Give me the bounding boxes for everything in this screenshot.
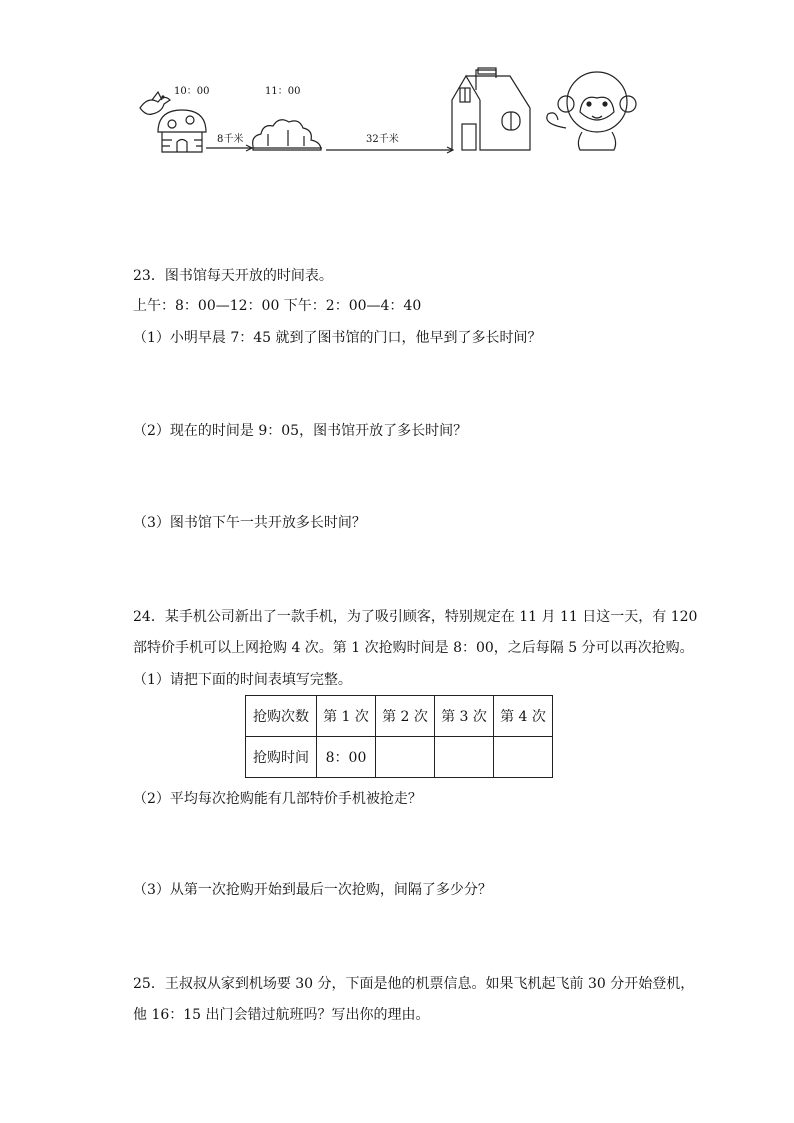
q23-title: 23．图书馆每天开放的时间表。	[133, 268, 333, 284]
q23-part2: （2）现在的时间是 9：05，图书馆开放了多长时间？	[133, 423, 468, 439]
table-header-cell: 第 3 次	[435, 696, 494, 737]
q24-part2: （2）平均每次抢购能有几部特价手机被抢走？	[133, 791, 422, 807]
bird-icon	[140, 92, 170, 114]
time-label-mid: 11：00	[265, 86, 301, 97]
table-header-cell: 第 4 次	[494, 696, 553, 737]
q25-text-line1: 25．王叔叔从家到机场要 30 分，下面是他的机票信息。如果飞机起飞前 30 分开始登机，	[133, 976, 695, 992]
time-label-start: 10：00	[174, 86, 210, 97]
table-cell-blank	[376, 737, 435, 778]
q24-part3: （3）从第一次抢购开始到最后一次抢购，间隔了多少分？	[133, 882, 492, 898]
table-header-cell: 第 1 次	[317, 696, 376, 737]
table-cell: 抢购时间	[246, 737, 317, 778]
monkey-icon	[547, 72, 636, 150]
table-header-cell: 第 2 次	[376, 696, 435, 737]
q25-text-line2: 他 16：15 出门会错过航班吗？写出你的理由。	[133, 1007, 430, 1023]
table-row	[246, 737, 553, 778]
table-cell-blank	[494, 737, 553, 778]
q24-text-line2: 部特价手机可以上网抢购 4 次。第 1 次抢购时间是 8：00，之后每隔 5 分可以再次抢购。	[133, 640, 694, 656]
q24-text-line1: 24．某手机公司新出了一款手机，为了吸引顾客，特别规定在 11 月 11 日这一天，有 120	[133, 609, 698, 625]
purchase-time-table	[245, 695, 553, 778]
distance-label-2: 32千米	[366, 134, 399, 145]
q23-part3: （3）图书馆下午一共开放多长时间？	[133, 515, 366, 531]
distance-label-1: 8千米	[217, 134, 244, 145]
q23-part1: （1）小明早晨 7：45 就到了图书馆的门口，他早到了多长时间？	[133, 330, 542, 346]
trees-icon	[252, 120, 322, 150]
table-cell: 8：00	[317, 737, 376, 778]
table-cell-blank	[435, 737, 494, 778]
q23-schedule: 上午：8：00—12：00 下午：2：00—4：40	[133, 298, 422, 314]
q24-part1: （1）请把下面的时间表填写完整。	[133, 672, 352, 688]
house-icon	[452, 68, 530, 150]
mushroom-house-icon	[158, 110, 206, 152]
route-figure	[0, 0, 794, 180]
table-row	[246, 696, 553, 737]
table-header-cell: 抢购次数	[246, 696, 317, 737]
